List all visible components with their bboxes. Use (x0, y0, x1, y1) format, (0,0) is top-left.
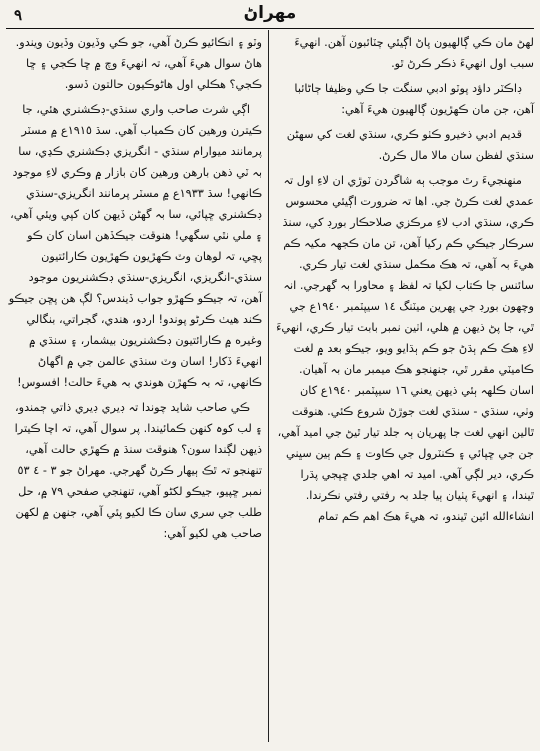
paragraph: اڳي شرت صاحب واري سنڌي-ڊڪشنري هئي، جا ڪيترن ورهين کان ڪمياب آهي. سڌ ١٩١٥ع ۾ مسٽر پرمانند ميوارام سنڌي - انگريزي ڊڪشنري ڪڍي، سا بہ ٽي ذهن بارهن ورهين کان بازار ۾ وڪري لاءِ موجود ڪانهي! سڌ ١٩٣٣ع ۾ مسٽر پرمانند انگريزي-سنڌي ڊڪشنري ڇپائي، سا بہ گهڻن ڏيهن کان کپي ويئي آهي، ۽ ملي نٿي سگهي! هنوقت جيڪڏهن اسان کان ڪو پڇي، تہ لوهان وٽ ڪهڙيون ڪهڙيون ڪارائتيون سنڌي-انگريزي، انگريزي-سنڌي ڊڪشنريون موجود آهن، تہ جيڪو ڪهڙو جواب ڏيندس؟ لڳ هن پڇن جيڪو ڪند هيٺ ڪرڻو پوندو! اردو، هندي، گجراتي، بنگالي وغيره ۾ ڪارائتيون ڊڪشنريون بيشمار، ۽ سنڌي ۾ انهيءَ ڏکار! اسان وٽ سنڌي عالمن جي ۾ اگهاڻ ڪانهي، تہ بہ ڪهڙن هوندي بہ هيءَ حالت! افسوس! (8, 103, 262, 389)
right-column (276, 32, 534, 531)
header-rule (6, 28, 534, 29)
paragraph: منهنجيءَ رٿ موجب ٻه شاگردن ٽوڙي ان لاءِ اول تہ عمدي لغت ڪرڻ جي. اها تہ ضرورت اڳيئي محسوس ڪري، سنڌي ادب لاءِ مرڪزي صلاحڪار بورڊ کي، سنڌ سرڪار جيڪي ڪم رکيا آهن، تن مان ڪجهہ مکيہ ڪم هيءَ بہ آهي، تہ هڪ مڪمل سنڌي لغت تيار ڪري. سائنس جا ڪتاب لکيا تہ لفظ ۽ محاورا بہ گهرجي. انہ وچهون بورڊ جي پهرين ميٽنگ ١٤ سيپٽمبر ١٩٤٠ع جي ٿي، جا پڻ ذيهن ۾ هلي، اٺين نمبر بابت تيار ڪري، انهيءَ لاءِ هڪ ڪم ٻڌڻ جو ڪم ٻڌايو ويو، جيڪو بعد ۾ لغت ڪاميٽي مقرر ٿي، جنهنجو هڪ ميمبر مان بہ آهيان. اسان ڪلهہ ٻئي ذيهن يعني ١٦ سيپٽمبر ١٩٤٠ع کان وٺي، سنڌي - سنڌي لغت جوڙڻ شروع ڪئي. هنوقت ٿالين انهي لغت جا پهريان ٻہ جلد تيار ٿيڻ جي اميد آهي، جن جي ڇپائي ۽ ڪنٽرول جي ڪاوت ۽ ڪم ٻين سڀني ڪري، دير لڳي آهي. اميد تہ اهي جلدي ڇپجي پڌرا ٿيندا، ۽ انهيءَ پٺيان ٻيا جلد بہ رفتي رفتي نڪرندا. انشاءالله ائين ٿيندو، تہ هيءَ هڪ اهم ڪم تمام (276, 174, 534, 523)
left-column (8, 32, 262, 548)
paragraph: قديم ادبي ذخيرو ڪٺو ڪري، سنڌي لغت کي سهڻن سنڌي لفظن سان مالا مال ڪرڻ. (286, 128, 534, 162)
paragraph: وٽو ۽ انڪائيو ڪرڻ آهي، جو ڪي وڏيون وڏيون ويندو. هاڻ سوال هيءَ آهي، تہ انهيءَ وچ ۾ ڇا ڪجي ۽ ڇا ڪجي؟ هڪلي اول هاڻوڪيون حالتون ڏسو. (15, 36, 262, 91)
column-divider (268, 30, 269, 742)
page-header (0, 0, 540, 34)
page-number: ٩ (14, 6, 23, 24)
journal-title: مهراڻ (243, 3, 297, 23)
paragraph: لهڻ مان ڪي ڳالهيون پاڻ اڳيئي چٽائبون آهن. انهيءَ سبب اول انهيءَ ذڪر ڪرڻ ٿو. (294, 36, 534, 70)
paragraph: ڊاڪٽر داؤد پوٽو ادبي سنگت جا ڪي وظيفا ڄاڻائبا آهن، جن مان ڪهڙيون ڳالهيون هيءَ آهي: (294, 82, 534, 116)
paragraph: ڪي صاحب شايد چوندا تہ ڊيري ڊيري ذاتي ڄمندو، ۽ لب کوہ کنهن ڪمائيندا. پر سوال آهي، تہ اچا ڪيترا ذيهن لڳندا سون؟ هنوقت سنڌ ۾ ڪهڙي حالت آهي، تنهنجو تہ ٿڪ ٻيهار ڪرڻ گهرجي. مهراڻ جو ٣ - ٤ ٥٣ نمبر ڇپيو، جيڪو لکڻو آهي، تنهنجي صفحي ٧٩ ۾، حل طلب جي سري سان ڪا لکيو پئي آهي، جنهن ۾ لکهن صاحب هي لکيو آهي: (14, 401, 262, 540)
